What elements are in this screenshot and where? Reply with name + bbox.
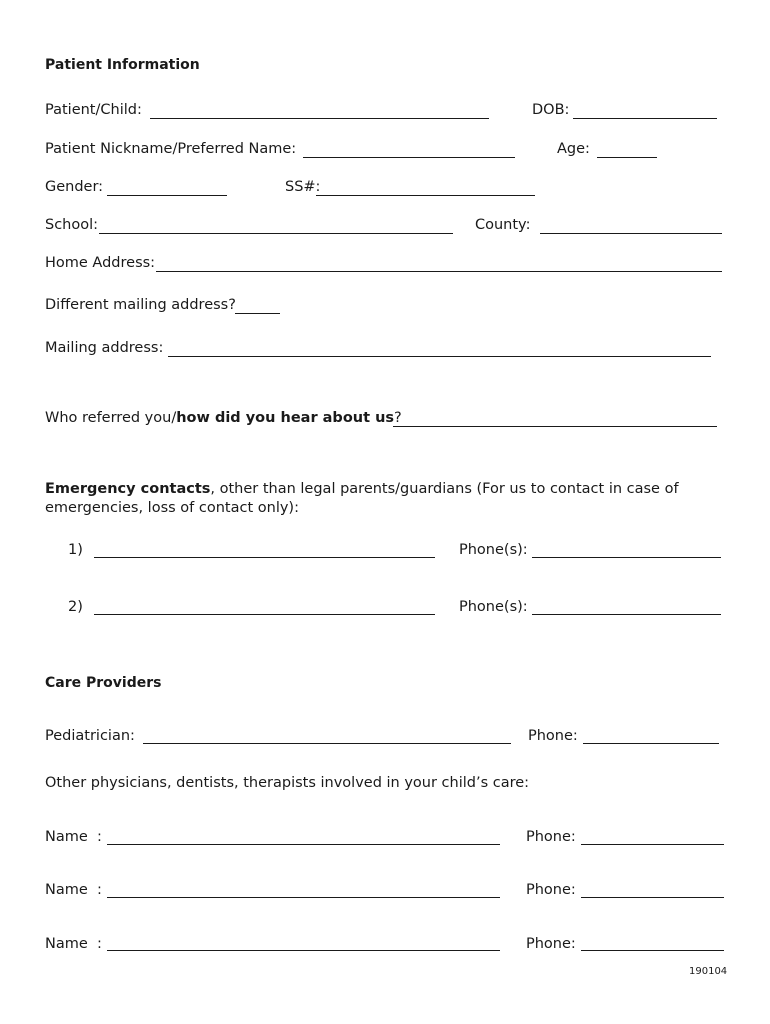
emergency-contact-2-phone-label: Phone(s): <box>459 599 528 615</box>
emergency-contact-2-number: 2) <box>68 599 83 615</box>
other-provider-3-name-label: Name : <box>45 936 102 952</box>
other-provider-3-name-field[interactable] <box>107 950 500 951</box>
county-label: County: <box>475 217 531 233</box>
dob-field[interactable] <box>573 118 717 119</box>
home-address-label: Home Address: <box>45 255 156 271</box>
emergency-heading-bold: Emergency contacts <box>45 481 211 497</box>
other-provider-2-phone-label: Phone: <box>526 882 576 898</box>
form-code: 190104 <box>689 966 728 977</box>
county-field[interactable] <box>540 233 722 234</box>
patient-child-label: Patient/Child: <box>45 102 142 118</box>
emergency-heading-line2: emergencies, loss of contact only): <box>45 500 299 516</box>
referral-label-bold: how did you hear about us <box>176 410 395 426</box>
age-field[interactable] <box>597 157 657 158</box>
pediatrician-phone-label: Phone: <box>528 728 578 744</box>
home-address-field[interactable] <box>156 271 722 272</box>
pediatrician-phone-field[interactable] <box>583 743 719 744</box>
gender-field[interactable] <box>107 195 227 196</box>
school-label: School: <box>45 217 99 233</box>
referral-label-plain: Who referred you/ <box>45 410 177 426</box>
different-mailing-field[interactable] <box>235 313 280 314</box>
emergency-contact-1-phone-field[interactable] <box>532 557 721 558</box>
referral-field[interactable] <box>393 426 717 427</box>
emergency-contact-1-number: 1) <box>68 542 83 558</box>
referral-label-end: ? <box>394 410 402 426</box>
other-provider-1-phone-field[interactable] <box>581 844 724 845</box>
patient-child-field[interactable] <box>150 118 489 119</box>
school-field[interactable] <box>99 233 453 234</box>
referral-label <box>45 409 402 427</box>
ss-label: SS#: <box>285 179 321 195</box>
other-provider-3-phone-field[interactable] <box>581 950 724 951</box>
other-provider-2-phone-field[interactable] <box>581 897 724 898</box>
mailing-address-field[interactable] <box>168 356 711 357</box>
dob-label: DOB: <box>532 102 570 118</box>
gender-label: Gender: <box>45 179 104 195</box>
nickname-field[interactable] <box>303 157 515 158</box>
pediatrician-label: Pediatrician: <box>45 728 135 744</box>
pediatrician-field[interactable] <box>143 743 511 744</box>
emergency-contact-1-name-field[interactable] <box>94 557 435 558</box>
different-mailing-label: Different mailing address? <box>45 297 236 313</box>
other-provider-2-name-field[interactable] <box>107 897 500 898</box>
emergency-heading-rest: , other than legal parents/guardians (For us to contact in case of <box>210 481 679 497</box>
emergency-contact-1-phone-label: Phone(s): <box>459 542 528 558</box>
section-heading-care-providers: Care Providers <box>45 675 162 691</box>
emergency-heading <box>45 480 679 498</box>
other-provider-1-phone-label: Phone: <box>526 829 576 845</box>
emergency-contact-2-phone-field[interactable] <box>532 614 721 615</box>
ss-field[interactable] <box>316 195 535 196</box>
other-provider-1-name-field[interactable] <box>107 844 500 845</box>
nickname-label: Patient Nickname/Preferred Name: <box>45 141 297 157</box>
age-label: Age: <box>557 141 590 157</box>
other-provider-1-name-label: Name : <box>45 829 102 845</box>
other-provider-2-name-label: Name : <box>45 882 102 898</box>
section-heading-patient-info: Patient Information <box>45 57 200 73</box>
mailing-address-label: Mailing address: <box>45 340 164 356</box>
other-providers-label: Other physicians, dentists, therapists involved in your child’s care: <box>45 775 530 791</box>
emergency-contact-2-name-field[interactable] <box>94 614 435 615</box>
other-provider-3-phone-label: Phone: <box>526 936 576 952</box>
